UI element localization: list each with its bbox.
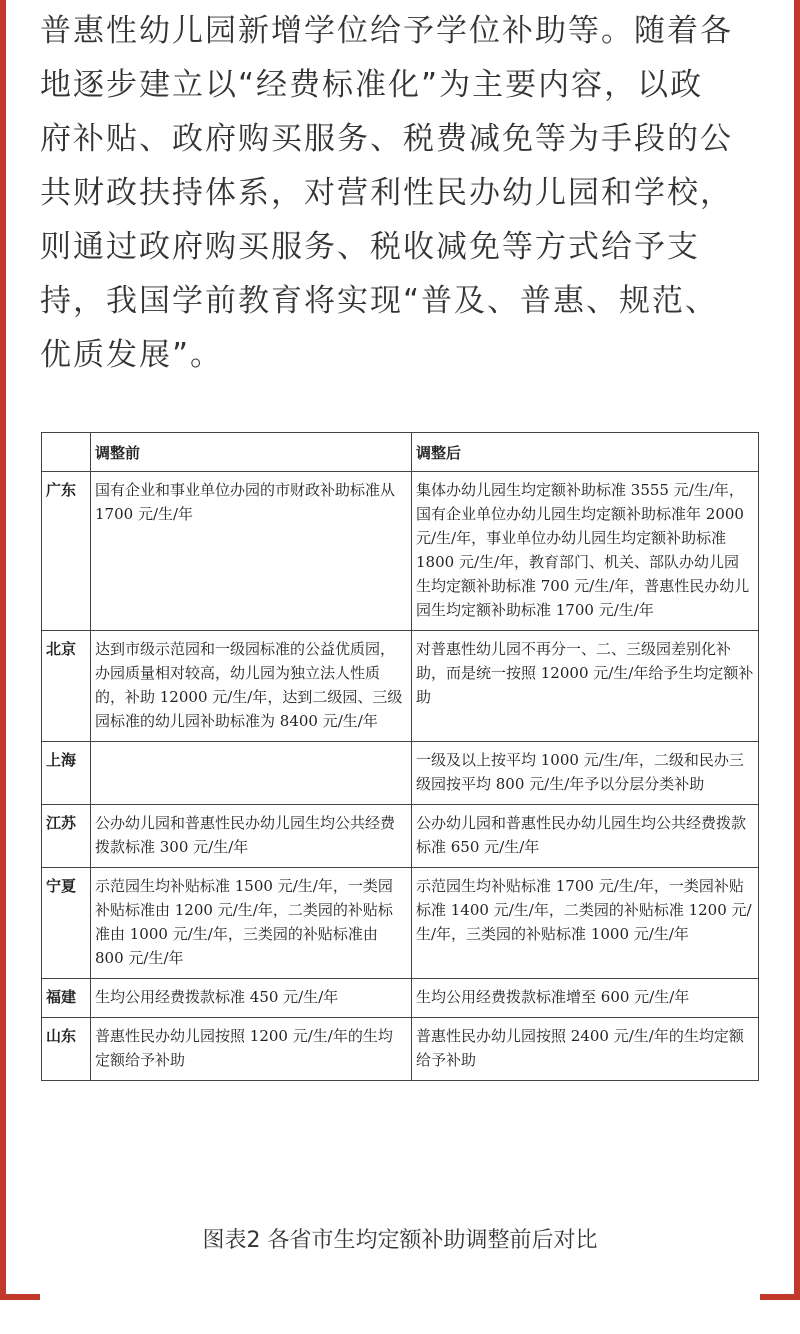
table-row xyxy=(42,742,759,805)
paragraph-line: 优质发展”。 xyxy=(40,337,224,373)
table-row xyxy=(42,1018,759,1081)
table-row xyxy=(42,979,759,1018)
paragraph-line: 府补贴、政府购买服务、税费减免等为手段的公 xyxy=(40,121,733,157)
header-after: 调整后 xyxy=(412,433,759,472)
after-cell: 普惠性民办幼儿园按照 2400 元/生/年的生均定额给予补助 xyxy=(412,1018,759,1081)
province-cell: 江苏 xyxy=(42,805,91,868)
before-cell: 示范园生均补贴标准 1500 元/生/年，一类园补贴标准由 1200 元/生/年，二类园的补贴标准由 1000 元/生/年，三类园的补贴标准由 800 元/生/年 xyxy=(91,868,412,979)
left-red-border xyxy=(0,0,6,1300)
table-row xyxy=(42,631,759,742)
paragraph-line: 地逐步建立以“经费标准化”为主要内容，以政 xyxy=(40,67,704,103)
paragraph-line: 持，我国学前教育将实现“普及、普惠、规范、 xyxy=(40,283,719,319)
after-cell: 集体办幼儿园生均定额补助标准 3555 元/生/年，国有企业单位办幼儿园生均定额补助标准年 2000 元/生/年，事业单位办幼儿园生均定额补助标准 1800 元/生/年，教育部门、机关、部队办幼儿园生均定额补助标准 700 元/生/年，普惠性民办幼儿园生均定额补助标准 1700 元/生/年 xyxy=(412,472,759,631)
subsidy-comparison-table xyxy=(41,432,759,1081)
table-header-row xyxy=(42,433,759,472)
figure-caption: 图表2 各省市生均定额补助调整前后对比 xyxy=(202,1228,598,1253)
table-row xyxy=(42,805,759,868)
bottom-left-red-border xyxy=(0,1294,40,1300)
after-cell: 公办幼儿园和普惠性民办幼儿园生均公共经费拨款标准 650 元/生/年 xyxy=(412,805,759,868)
table-row xyxy=(42,472,759,631)
province-cell: 山东 xyxy=(42,1018,91,1081)
before-cell: 公办幼儿园和普惠性民办幼儿园生均公共经费拨款标准 300 元/生/年 xyxy=(91,805,412,868)
province-cell: 福建 xyxy=(42,979,91,1018)
paragraph-line: 则通过政府购买服务、税收减免等方式给予支 xyxy=(40,229,700,265)
after-cell: 示范园生均补贴标准 1700 元/生/年，一类园补贴标准 1400 元/生/年，二类园的补贴标准 1200 元/生/年，三类园的补贴标准 1000 元/生/年 xyxy=(412,868,759,979)
right-red-border xyxy=(794,0,800,1300)
before-cell: 国有企业和事业单位办园的市财政补助标准从 1700 元/生/年 xyxy=(91,472,412,631)
paragraph-line: 普惠性幼儿园新增学位给予学位补助等。随着各 xyxy=(40,13,733,49)
province-cell: 上海 xyxy=(42,742,91,805)
after-cell: 一级及以上按平均 1000 元/生/年，二级和民办三级园按平均 800 元/生/年予以分层分类补助 xyxy=(412,742,759,805)
paragraph-line: 共财政扶持体系，对营利性民办幼儿园和学校， xyxy=(40,175,733,211)
header-before: 调整前 xyxy=(91,433,412,472)
table-row xyxy=(42,868,759,979)
before-cell xyxy=(91,742,412,805)
before-cell: 生均公用经费拨款标准 450 元/生/年 xyxy=(91,979,412,1018)
bottom-right-red-border xyxy=(760,1294,800,1300)
after-cell: 生均公用经费拨款标准增至 600 元/生/年 xyxy=(412,979,759,1018)
after-cell: 对普惠性幼儿园不再分一、二、三级园差别化补助，而是统一按照 12000 元/生/年给予生均定额补助 xyxy=(412,631,759,742)
header-province xyxy=(42,433,91,472)
province-cell: 广东 xyxy=(42,472,91,631)
before-cell: 达到市级示范园和一级园标准的公益优质园，办园质量相对较高，幼儿园为独立法人性质的，补助 12000 元/生/年，达到二级园、三级园标准的幼儿园补助标准为 8400 元/生/年 xyxy=(91,631,412,742)
province-cell: 宁夏 xyxy=(42,868,91,979)
province-cell: 北京 xyxy=(42,631,91,742)
article-paragraph xyxy=(40,4,765,382)
before-cell: 普惠性民办幼儿园按照 1200 元/生/年的生均定额给予补助 xyxy=(91,1018,412,1081)
